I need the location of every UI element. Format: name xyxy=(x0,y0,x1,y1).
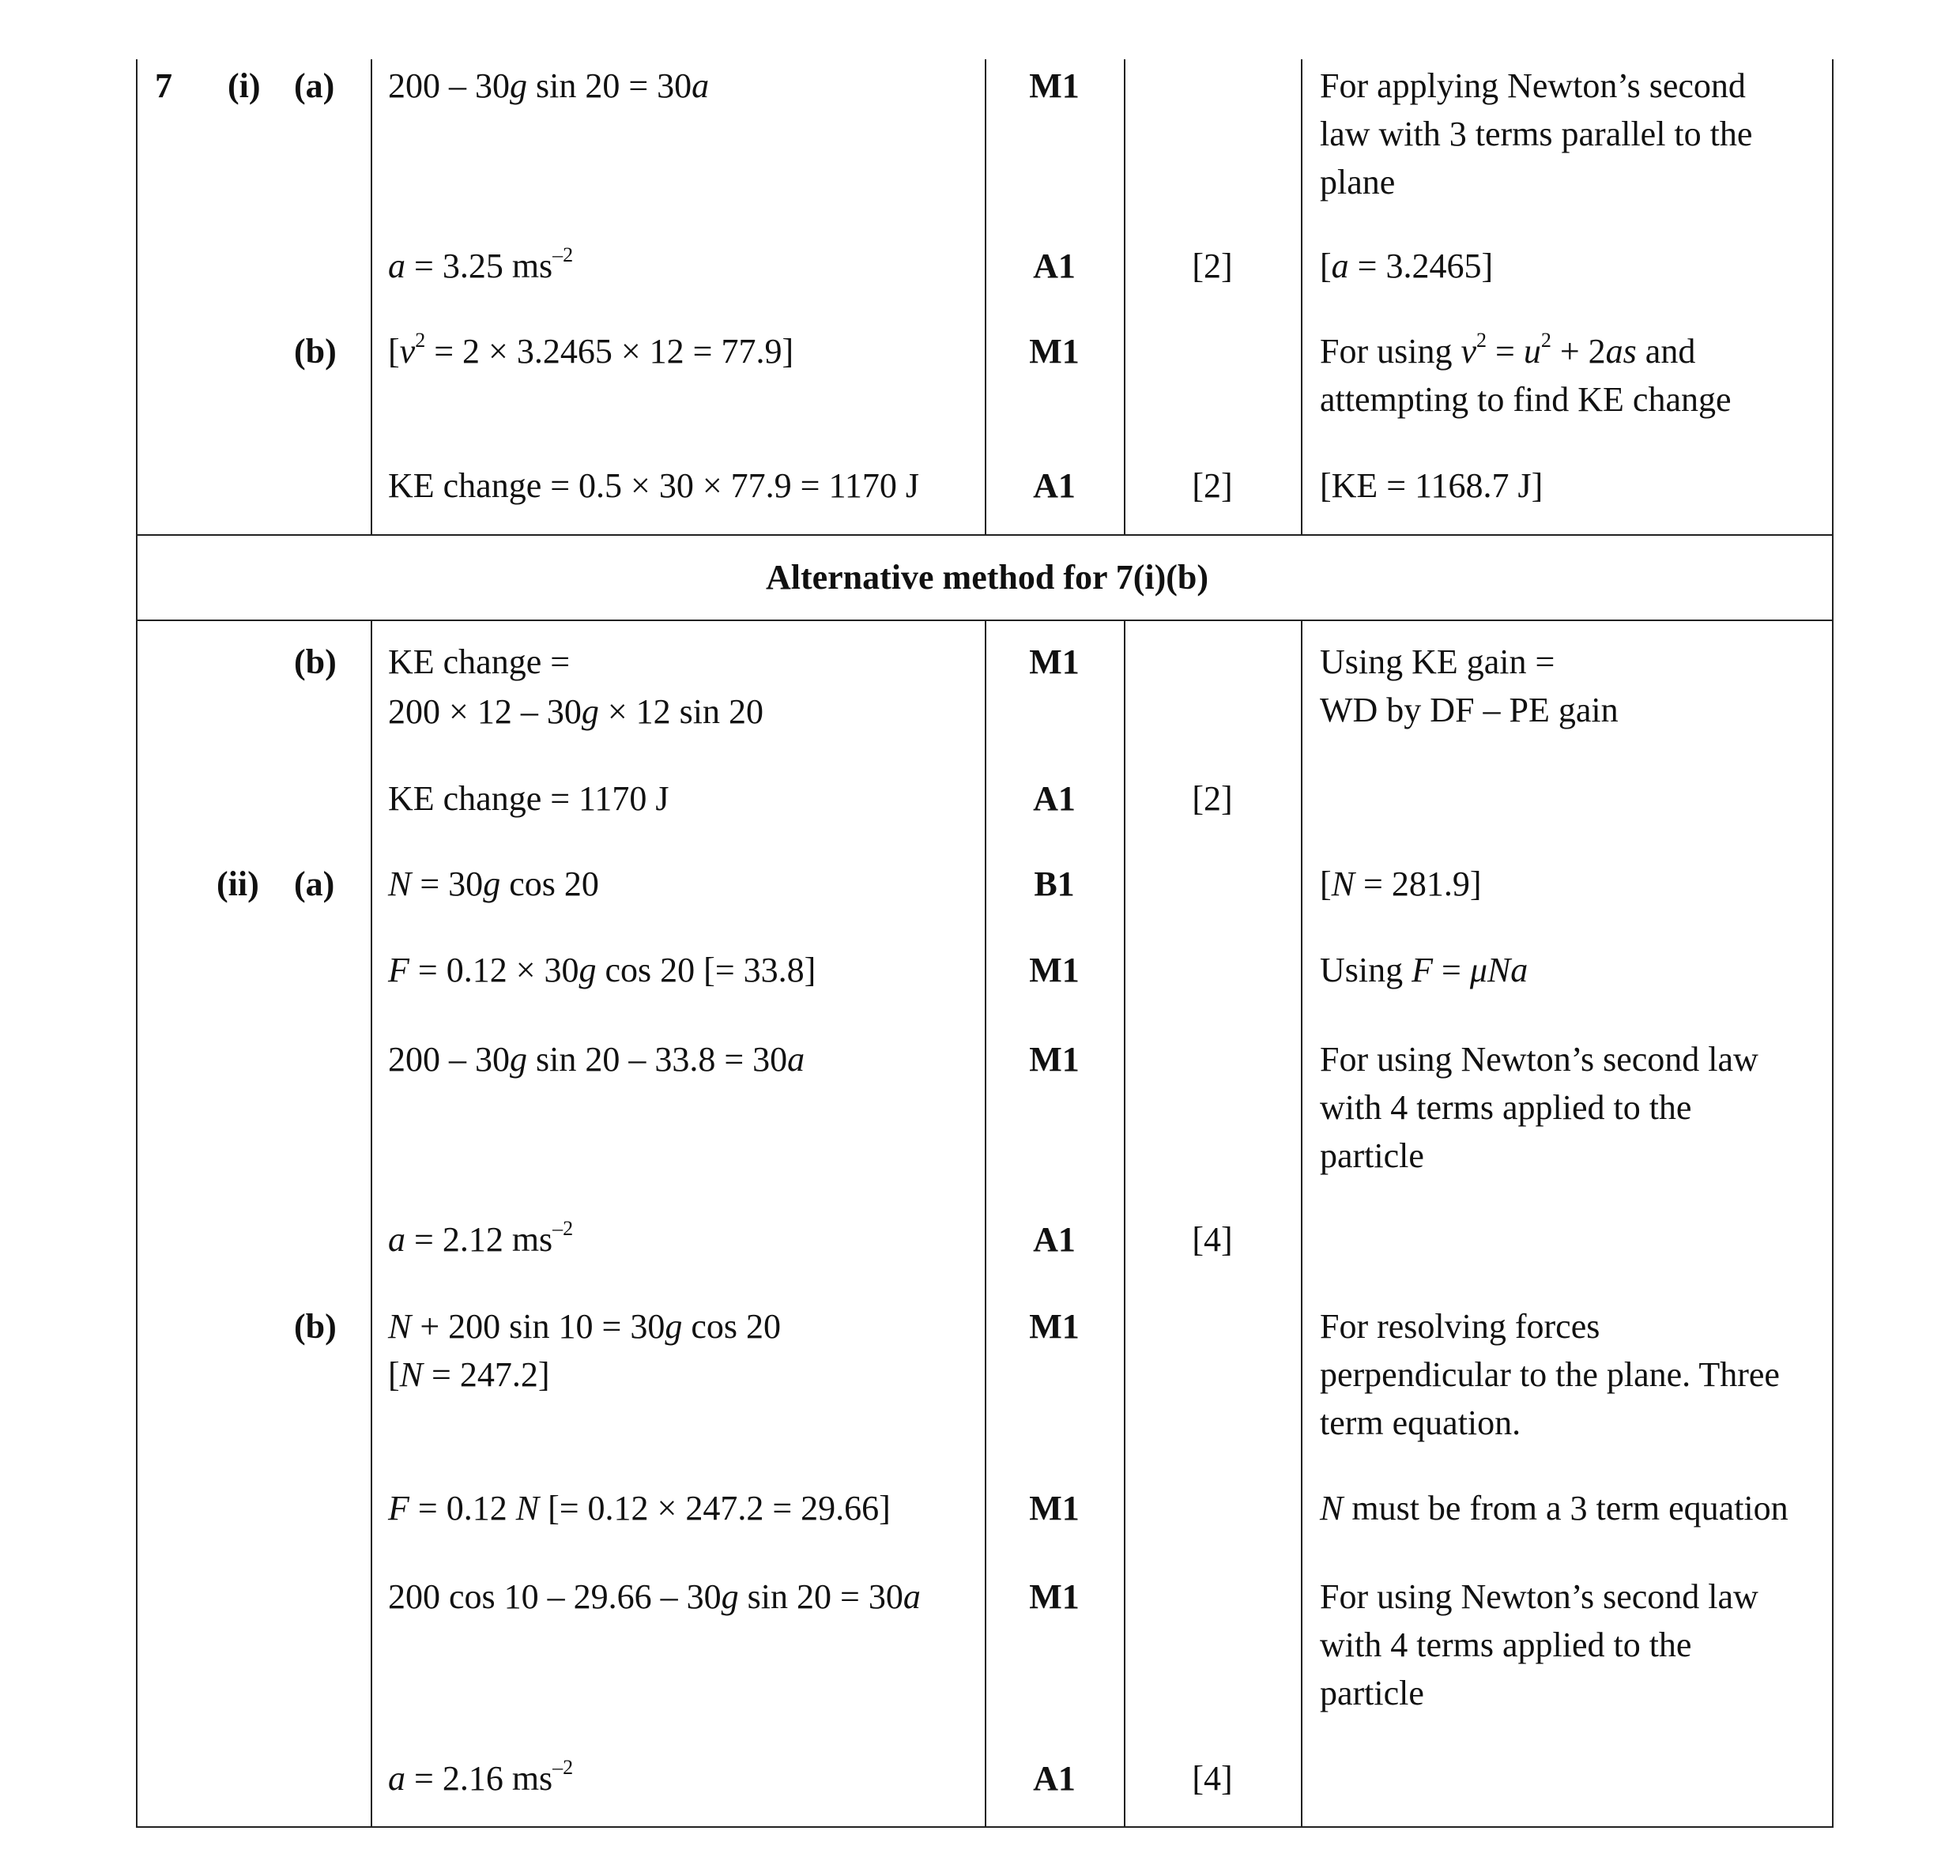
column-divider-4 xyxy=(1301,621,1302,1828)
mark-code: A1 xyxy=(1033,1759,1076,1798)
working-text: cos 20 xyxy=(500,865,599,903)
mark-code: A1 xyxy=(1033,247,1076,285)
alternative-method-header: Alternative method for 7(i)(b) xyxy=(765,558,1209,597)
mark-code: M1 xyxy=(1029,1577,1080,1616)
working-line xyxy=(388,62,709,110)
column-divider-2 xyxy=(985,59,986,536)
working-line xyxy=(388,1484,891,1532)
working-text: = 2 × 3.2465 × 12 = 77.9] xyxy=(425,332,794,371)
mark-total: [4] xyxy=(1192,1220,1233,1259)
guidance-line: perpendicular to the plane. Three xyxy=(1320,1355,1780,1394)
working-var: g xyxy=(579,951,597,989)
mark-total: [4] xyxy=(1192,1759,1233,1798)
mark-code: B1 xyxy=(1034,865,1075,903)
working-line xyxy=(388,860,599,908)
working-line: KE change = 1170 J xyxy=(388,779,669,818)
working-text: cos 20 [= 33.8] xyxy=(596,951,816,989)
working-text: = 2.16 ms xyxy=(405,1759,553,1798)
guidance-exponent: 2 xyxy=(1540,329,1551,352)
working-var: a xyxy=(388,247,405,285)
working-var: g xyxy=(510,1040,527,1079)
guidance-line xyxy=(1320,1484,1788,1532)
guidance-line: WD by DF – PE gain xyxy=(1320,691,1619,729)
working-var: g xyxy=(721,1577,739,1616)
guidance-line: For applying Newton’s second xyxy=(1320,66,1746,105)
working-var: g xyxy=(483,865,501,903)
mark-code: A1 xyxy=(1033,466,1076,505)
working-var: F xyxy=(388,951,409,989)
guidance-exponent: 2 xyxy=(1476,329,1487,352)
guidance-line: plane xyxy=(1320,163,1396,202)
guidance-text: Using xyxy=(1320,951,1412,989)
column-divider-4 xyxy=(1301,59,1302,536)
working-exponent: –2 xyxy=(552,243,574,267)
guidance-line: term equation. xyxy=(1320,1403,1521,1442)
working-text: = 3.25 ms xyxy=(405,247,553,285)
column-divider-3 xyxy=(1124,59,1125,536)
working-var: N xyxy=(388,865,412,903)
mark-code: M1 xyxy=(1029,66,1080,105)
guidance-line: For using Newton’s second law xyxy=(1320,1040,1758,1079)
guidance-line xyxy=(1320,860,1481,908)
working-line xyxy=(388,1754,573,1803)
working-var: N xyxy=(515,1489,540,1528)
mark-total: [2] xyxy=(1192,247,1233,285)
part-ii-label: (ii) xyxy=(217,865,259,903)
guidance-line: particle xyxy=(1320,1136,1424,1175)
working-text: 200 × 12 – 30 xyxy=(388,692,582,731)
mark-code: A1 xyxy=(1033,1220,1076,1259)
working-line xyxy=(388,1215,573,1264)
working-var: a xyxy=(692,66,710,105)
mark-code: M1 xyxy=(1029,1307,1080,1346)
guidance-text: For using xyxy=(1320,332,1461,371)
guidance-line: Using KE gain = xyxy=(1320,642,1555,681)
guidance-var: v xyxy=(1461,332,1477,371)
question-number: 7 xyxy=(155,66,172,105)
working-var: g xyxy=(665,1307,683,1346)
working-var: g xyxy=(581,692,599,731)
working-line xyxy=(388,327,793,375)
mark-total: [2] xyxy=(1192,779,1233,818)
working-line xyxy=(388,1573,921,1621)
guidance-var: μNa xyxy=(1469,951,1528,989)
working-text: + 200 sin 10 = 30 xyxy=(411,1307,665,1346)
working-text: × 12 sin 20 xyxy=(598,692,763,731)
working-line xyxy=(388,1302,781,1350)
working-text: sin 20 – 33.8 = 30 xyxy=(527,1040,788,1079)
working-exponent: –2 xyxy=(552,1217,574,1241)
working-line: KE change = xyxy=(388,642,571,681)
working-text: sin 20 = 30 xyxy=(738,1577,903,1616)
working-exponent: –2 xyxy=(552,1756,574,1780)
guidance-var: a xyxy=(1331,247,1349,285)
guidance-line: For using Newton’s second law xyxy=(1320,1577,1758,1616)
guidance-line: law with 3 terms parallel to the xyxy=(1320,115,1753,153)
working-line: KE change = 0.5 × 30 × 77.9 = 1170 J xyxy=(388,466,919,505)
working-text: = 0.12 xyxy=(409,1489,516,1528)
working-text: = 0.12 × 30 xyxy=(409,951,579,989)
guidance-text: and xyxy=(1636,332,1696,371)
working-text: 200 – 30 xyxy=(388,1040,510,1079)
working-line xyxy=(388,1035,805,1083)
working-var: F xyxy=(388,1489,409,1528)
working-line xyxy=(388,687,763,736)
guidance-line: For resolving forces xyxy=(1320,1307,1600,1346)
part-i-label: (i) xyxy=(228,66,261,105)
mark-code: A1 xyxy=(1033,779,1076,818)
alt-header-bottom-rule xyxy=(136,620,1834,621)
guidance-var: N xyxy=(1331,865,1355,903)
sub-a-label: (a) xyxy=(294,66,335,105)
guidance-var: N xyxy=(1320,1489,1344,1528)
working-var: a xyxy=(903,1577,921,1616)
mark-code: M1 xyxy=(1029,1040,1080,1079)
working-text: = 30 xyxy=(411,865,484,903)
guidance-text: = 3.2465] xyxy=(1348,247,1494,285)
working-var: a xyxy=(787,1040,805,1079)
guidance-line: [KE = 1168.7 J] xyxy=(1320,466,1544,505)
mark-code: M1 xyxy=(1029,642,1080,681)
working-text: [= 0.12 × 247.2 = 29.66] xyxy=(539,1489,891,1528)
working-text: sin 20 = 30 xyxy=(527,66,692,105)
alt-header-top-rule xyxy=(136,534,1834,536)
working-text: 200 cos 10 – 29.66 – 30 xyxy=(388,1577,722,1616)
guidance-var: u xyxy=(1523,332,1541,371)
guidance-text: [ xyxy=(1320,247,1332,285)
working-text: cos 20 xyxy=(682,1307,781,1346)
working-var: N xyxy=(399,1355,424,1394)
guidance-var: as xyxy=(1605,332,1637,371)
guidance-line: attempting to find KE change xyxy=(1320,380,1732,419)
guidance-text: [ xyxy=(1320,865,1332,903)
working-line xyxy=(388,946,816,994)
table-border-bottom xyxy=(136,1826,1834,1828)
sub-a-label: (a) xyxy=(294,865,335,903)
working-var: N xyxy=(388,1307,412,1346)
sub-b-label: (b) xyxy=(294,642,337,681)
guidance-line: with 4 terms applied to the xyxy=(1320,1625,1692,1664)
guidance-line: particle xyxy=(1320,1674,1424,1712)
sub-b-label: (b) xyxy=(294,1307,337,1346)
guidance-text: = xyxy=(1487,332,1524,371)
guidance-text: = xyxy=(1433,951,1470,989)
mark-code: M1 xyxy=(1029,1489,1080,1528)
working-text: [ xyxy=(388,1355,400,1394)
guidance-text: = 281.9] xyxy=(1355,865,1482,903)
guidance-line: with 4 terms applied to the xyxy=(1320,1088,1692,1127)
working-text: 200 – 30 xyxy=(388,66,510,105)
column-divider-2 xyxy=(985,621,986,1828)
column-divider-1 xyxy=(371,621,372,1828)
working-exponent: 2 xyxy=(415,329,426,352)
working-var: a xyxy=(388,1220,405,1259)
working-text: = 2.12 ms xyxy=(405,1220,553,1259)
working-var: g xyxy=(510,66,527,105)
working-text: [ xyxy=(388,332,400,371)
working-line xyxy=(388,1350,549,1399)
column-divider-1 xyxy=(371,59,372,536)
working-var: v xyxy=(399,332,416,371)
guidance-var: F xyxy=(1412,951,1434,989)
mark-code: M1 xyxy=(1029,332,1080,371)
guidance-line xyxy=(1320,327,1695,375)
guidance-line xyxy=(1320,946,1528,994)
working-line xyxy=(388,242,573,290)
column-divider-3 xyxy=(1124,621,1125,1828)
table-border-right xyxy=(1832,59,1834,1828)
guidance-text: + 2 xyxy=(1551,332,1606,371)
working-text: = 247.2] xyxy=(423,1355,550,1394)
mark-code: M1 xyxy=(1029,951,1080,989)
working-var: a xyxy=(388,1759,405,1798)
table-border-left xyxy=(136,59,138,1828)
sub-b-label: (b) xyxy=(294,332,337,371)
mark-total: [2] xyxy=(1192,466,1233,505)
guidance-line xyxy=(1320,242,1493,290)
guidance-text: must be from a 3 term equation xyxy=(1343,1489,1788,1528)
